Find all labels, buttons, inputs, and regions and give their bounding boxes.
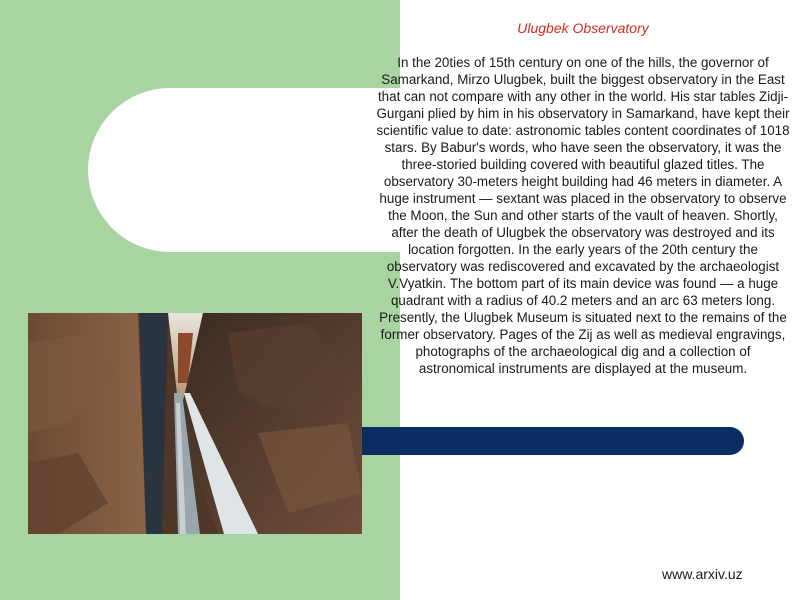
slide-body-text: In the 20ties of 15th century on one of the hills, the governor of Samarkand, Mirzo Ulugbek, built the biggest observatory in the East that can not compare with any other in the world. His star tables Zidji-Gurgani plied by him in his observatory in Samarkand, have kept their scientific value to date: astronomic tables content coordinates of 1018 stars. By Babur's words, who have seen the observatory, it was the three-storied building covered with beautiful glazed titles. The observatory 30-meters height building had 46 meters in diameter. A huge instrument — sextant was placed in the observatory to observe the Moon, the Sun and other starts of the vault of heaven. Shortly, after the death of Ulugbek the observatory was destroyed and its location forgotten. In the early years of the 20th century the observatory was rediscovered and excavated by the archaeologist V.Vyatkin. The bottom part of its main device was found — a huge quadrant with a radius of 40.2 meters and an arc 63 meters long. Presently, the Ulugbek Museum is situated next to the remains of the former observatory. Pages of the Zij as well as medieval engravings, photographs of the archaeological dig and a collection of astronomical instruments are displayed at the museum. bbox=[376, 55, 790, 376]
slide-content bbox=[376, 20, 790, 377]
decorative-blue-bar bbox=[360, 427, 744, 455]
slide-title: Ulugbek Observatory bbox=[517, 20, 649, 36]
sextant-trench-illustration bbox=[28, 313, 362, 534]
observatory-sextant-photo bbox=[28, 313, 362, 534]
footer-site-link[interactable]: www.arxiv.uz bbox=[662, 566, 743, 582]
